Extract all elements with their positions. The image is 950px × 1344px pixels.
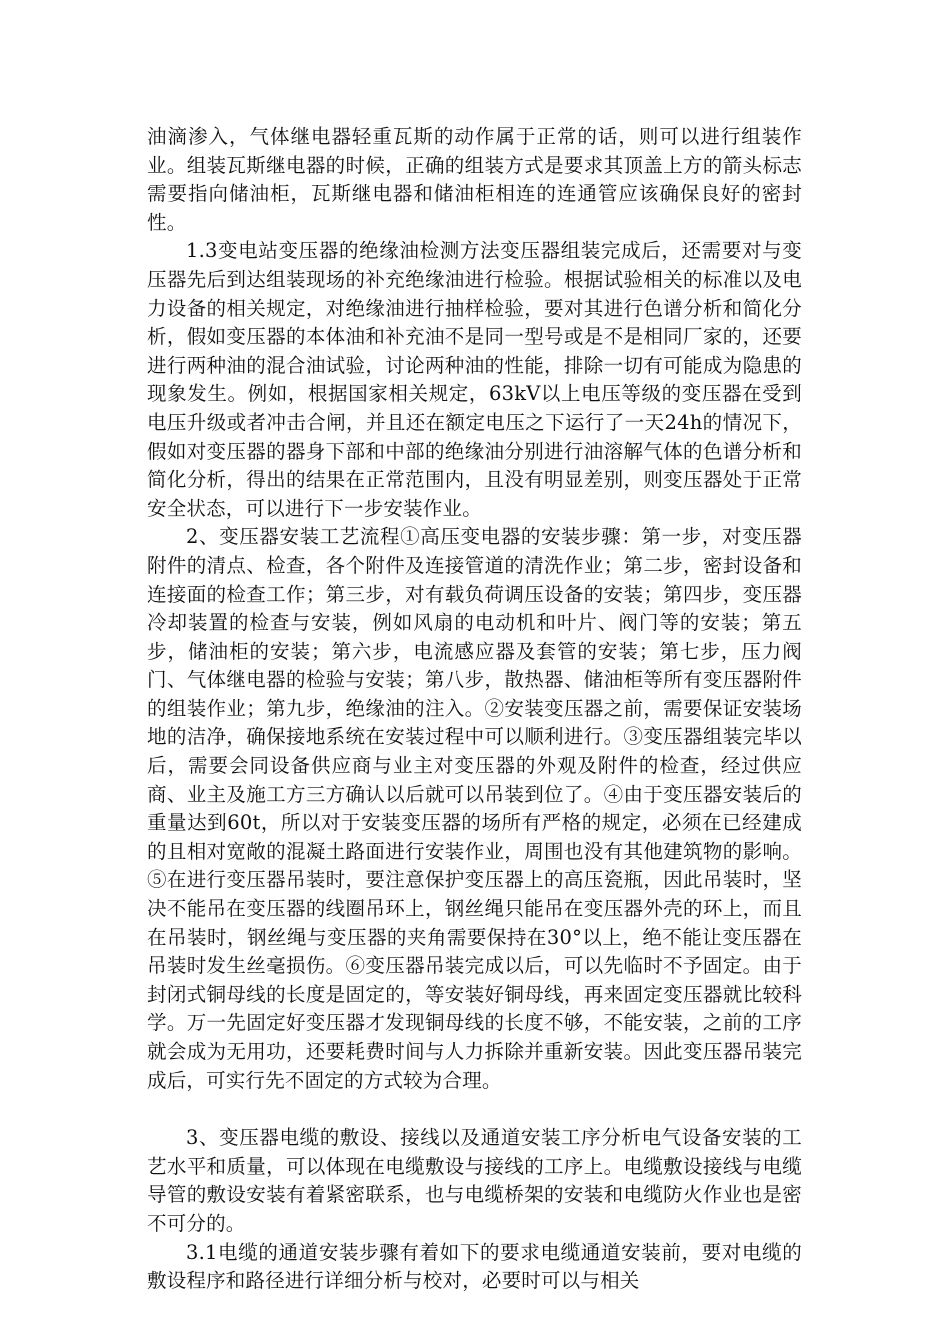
document-page [147, 123, 802, 1296]
paragraph-cable-channel: 3.1电缆的通道安装步骤有着如下的要求电缆通道安装前，要对电缆的敷设程序和路径进行详细分析与校对，必要时可以与相关 [147, 1240, 802, 1293]
paragraph-cable-laying: 3、变压器电缆的敷设、接线以及通道安装工序分析电气设备安装的工艺水平和质量，可以体现在电缆敷设与接线的工序上。电缆敷设接线与电缆导管的敷设安装有着紧密联系，也与电缆桥架的安装和电缆防火作业也是密不可分的。 [147, 1126, 802, 1235]
paragraph-gas-relay: 油滴渗入，气体继电器轻重瓦斯的动作属于正常的话，则可以进行组装作业。组装瓦斯继电器的时候，正确的组装方式是要求其顶盖上方的箭头标志需要指向储油柜，瓦斯继电器和储油柜相连的连通管应该确保良好的密封性。 [147, 125, 802, 234]
paragraph-insulating-oil: 1.3变电站变压器的绝缘油检测方法变压器组装完成后，还需要对与变压器先后到达组装现场的补充绝缘油进行检验。根据试验相关的标准以及电力设备的相关规定，对绝缘油进行抽样检验，要对其进行色谱分析和简化分析，假如变压器的本体油和补充油不是同一型号或是不是相同厂家的，还要进行两种油的混合油试验，讨论两种油的性能，排除一切有可能成为隐患的现象发生。例如，根据国家相关规定，63kV以上电压等级的变压器在受到电压升级或者冲击合闸，并且还在额定电压之下运行了一天24h的情况下，假如对变压器的器身下部和中部的绝缘油分别进行油溶解气体的色谱分析和简化分析，得出的结果在正常范围内，且没有明显差别，则变压器处于正常安全状态，可以进行下一步安装作业。 [147, 239, 802, 520]
paragraph-installation-process: 2、变压器安装工艺流程①高压变电器的安装步骤：第一步，对变压器附件的清点、检查，各个附件及连接管道的清洗作业；第二步，密封设备和连接面的检查工作；第三步，对有载负荷调压设备的安装；第四步，变压器冷却装置的检查与安装，例如风扇的电动机和叶片、阀门等的安装；第五步，储油柜的安装；第六步，电流感应器及套管的安装；第七步，压力阀门、气体继电器的检验与安装；第八步，散热器、储油柜等所有变压器附件的组装作业；第九步，绝缘油的注入。②安装变压器之前，需要保证安装场地的洁净，确保接地系统在安装过程中可以顺利进行。③变压器组装完毕以后，需要会同设备供应商与业主对变压器的外观及附件的检查，经过供应商、业主及施工方三方确认以后就可以吊装到位了。④由于变压器安装后的重量达到60t，所以对于安装变压器的场所有严格的规定，必须在已经建成的且相对宽敞的混凝土路面进行安装作业，周围也没有其他建筑物的影响。⑤在进行变压器吊装时，要注意保护变压器上的高压瓷瓶，因此吊装时，坚决不能吊在变压器的线圈吊环上，钢丝绳只能吊在变压器外壳的环上，而且在吊装时，钢丝绳与变压器的夹角需要保持在30°以上，绝不能让变压器在吊装时发生丝毫损伤。⑥变压器吊装完成以后，可以先临时不予固定。由于封闭式铜母线的长度是固定的，等安装好铜母线，再来固定变压器就比较科学。万一先固定好变压器才发现铜母线的长度不够，不能安装，之前的工序就会成为无用功，还要耗费时间与人力拆除并重新安装。因此变压器吊装完成后，可实行先不固定的方式较为合理。 [147, 525, 802, 1092]
